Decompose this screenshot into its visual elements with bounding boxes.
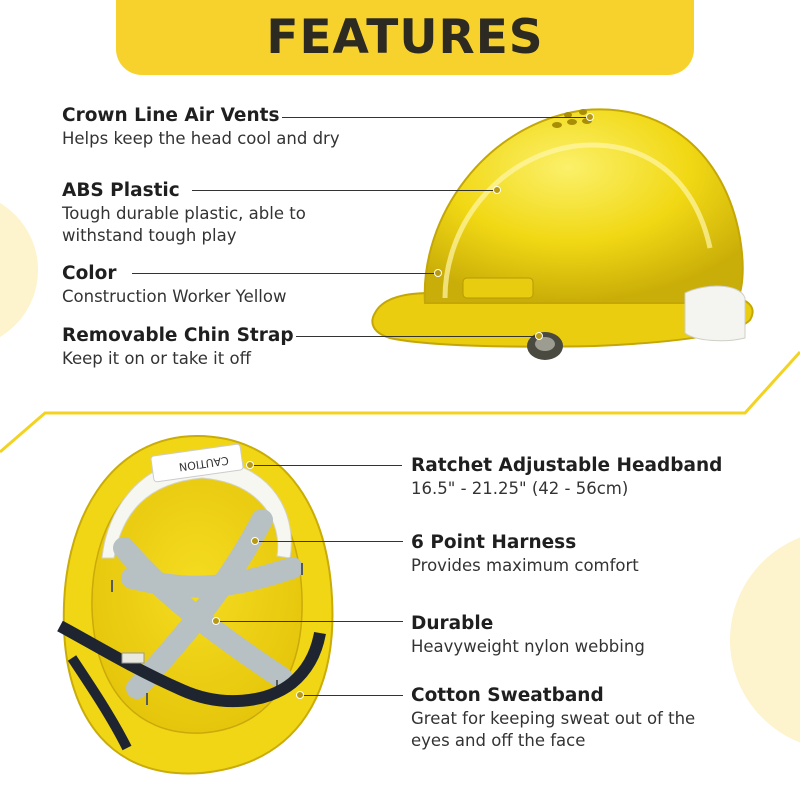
feature-description: Great for keeping sweat out of the eyes and off the face: [411, 709, 696, 750]
leader-line: [250, 465, 402, 466]
feature-ratchet-adjustable-headband: [411, 455, 722, 500]
feature-title: Color: [62, 263, 117, 284]
leader-line: [300, 695, 403, 696]
feature-title: Cotton Sweatband: [411, 685, 604, 706]
leader-line: [255, 541, 403, 542]
feature-description: 16.5" - 21.25" (42 - 56cm): [411, 479, 629, 498]
feature-title: Removable Chin Strap: [62, 325, 294, 346]
feature-description: Helps keep the head cool and dry: [62, 129, 340, 148]
page-title: FEATURES: [266, 10, 544, 65]
caution-text: CAUTION: [178, 453, 230, 474]
leader-line: [216, 621, 403, 622]
feature-durable: [411, 613, 645, 658]
left-bg-circle: [0, 192, 38, 348]
feature-title: 6 Point Harness: [411, 532, 577, 553]
callout-dot: [493, 186, 501, 194]
feature-title: Ratchet Adjustable Headband: [411, 455, 723, 476]
leader-line: [192, 190, 496, 191]
feature-crown-line-air-vents: [62, 105, 340, 150]
callout-dot: [212, 617, 220, 625]
callout-dot: [535, 332, 543, 340]
feature-title: ABS Plastic: [62, 180, 180, 201]
feature-6-point-harness: [411, 532, 639, 577]
header-banner: [116, 0, 694, 75]
feature-removable-chin-strap: [62, 325, 294, 370]
feature-description: Construction Worker Yellow: [62, 287, 287, 306]
callout-dot: [246, 461, 254, 469]
callout-dot: [251, 537, 259, 545]
callout-dot: [296, 691, 304, 699]
leader-line: [132, 273, 438, 274]
feature-cotton-sweatband: [411, 685, 711, 752]
feature-description: Tough durable plastic, able to withstand tough play: [62, 204, 306, 245]
callout-dot: [434, 269, 442, 277]
feature-color: [62, 263, 286, 308]
feature-description: Keep it on or take it off: [62, 349, 251, 368]
feature-title: Crown Line Air Vents: [62, 105, 280, 126]
leader-line: [282, 117, 590, 118]
right-bg-circle: [730, 530, 800, 750]
helmet-inside-image: [52, 428, 342, 783]
feature-title: Durable: [411, 613, 494, 634]
callout-dot: [586, 113, 594, 121]
leader-line: [296, 336, 538, 337]
feature-description: Provides maximum comfort: [411, 556, 639, 575]
helmet-side-image: [365, 98, 760, 373]
feature-description: Heavyweight nylon webbing: [411, 637, 645, 656]
